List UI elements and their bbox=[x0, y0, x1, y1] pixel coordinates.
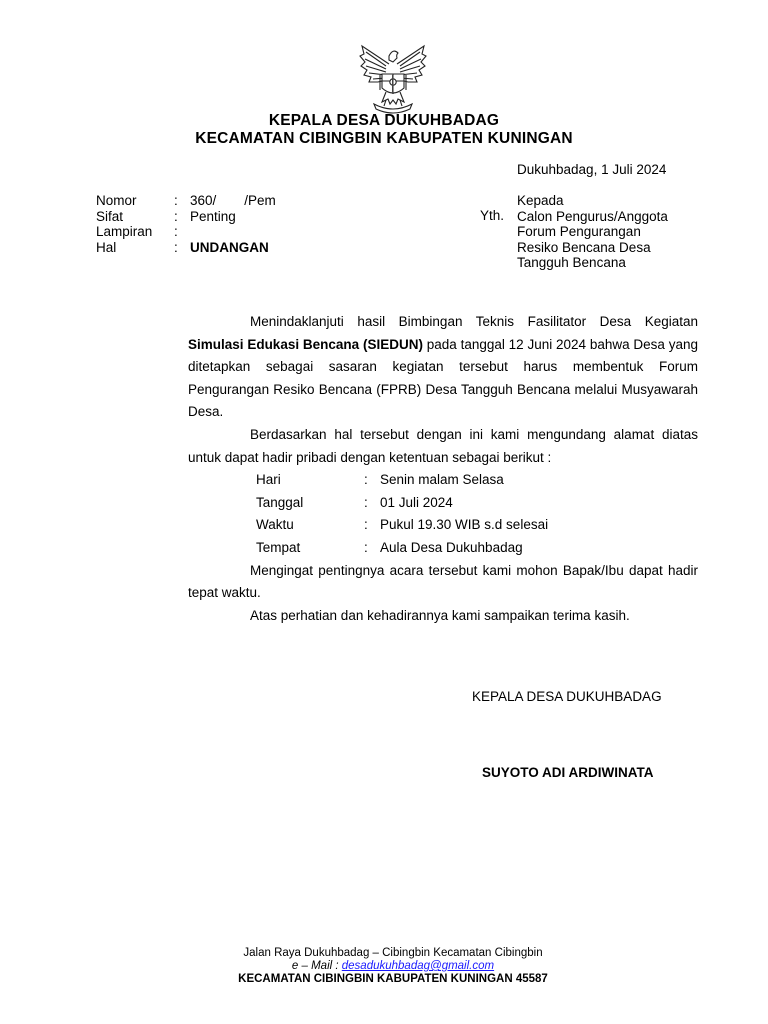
meta-value-subject: UNDANGAN bbox=[190, 239, 269, 255]
detail-value: Senin malam Selasa bbox=[380, 472, 504, 488]
meta-colon: : bbox=[174, 193, 178, 208]
paragraph-2: Berdasarkan hal tersebut dengan ini kami mengundang alamat diatas untuk dapat hadir pribadi dengan ketentuan sebagai berikut : bbox=[188, 426, 698, 465]
footer-address: Jalan Raya Dukuhbadag – Cibingbin Kecamatan Cibingbin bbox=[243, 947, 543, 959]
meta-value: Penting bbox=[190, 208, 236, 224]
letter-number-suffix: /Pem bbox=[244, 193, 276, 208]
detail-colon: : bbox=[364, 539, 368, 555]
signatory-title: KEPALA DESA DUKUHBADAG bbox=[472, 689, 662, 704]
letterhead-title: KEPALA DESA DUKUHBADAG bbox=[268, 112, 500, 129]
paragraph-1-start: Menindaklanjuti hasil Bimbingan Teknis Fasilitator Desa Kegiatan bbox=[250, 314, 698, 329]
detail-key: Waktu bbox=[256, 517, 294, 533]
detail-value: Pukul 19.30 WIB s.d selesai bbox=[380, 517, 549, 533]
meta-value bbox=[190, 224, 450, 240]
meta-key: Sifat bbox=[96, 208, 124, 224]
recipient-salutation: Yth. bbox=[480, 208, 505, 223]
meta-row-hal bbox=[96, 240, 450, 256]
detail-row-waktu bbox=[188, 514, 698, 537]
recipient-block bbox=[517, 193, 668, 271]
detail-value: 01 Juli 2024 bbox=[380, 494, 453, 510]
paragraph-1-end: pada tanggal 12 Juni 2024 bahwa Desa yang ditetapkan sebagai sasaran kegiatan tersebut harus membentuk Forum Pengurangan Resiko Bencana (FPRB) Desa Tangguh Bencana melalui Musyawarah Desa. bbox=[188, 336, 698, 420]
signatory-name: SUYOTO ADI ARDIWINATA bbox=[482, 765, 654, 780]
meta-row-nomor bbox=[96, 193, 450, 209]
detail-row-hari bbox=[188, 469, 698, 492]
recipient-line: Calon Pengurus/Anggota bbox=[517, 208, 668, 224]
footer-email-line bbox=[0, 960, 768, 973]
footer-email-link[interactable]: desadukuhbadag@gmail.com bbox=[341, 960, 495, 972]
meta-key: Hal bbox=[96, 239, 117, 255]
meta-value bbox=[190, 193, 450, 209]
detail-row-tempat bbox=[188, 537, 698, 560]
detail-colon: : bbox=[364, 472, 368, 488]
meta-colon: : bbox=[174, 239, 178, 255]
recipient-line: Tangguh Bencana bbox=[517, 255, 626, 270]
meta-colon: : bbox=[174, 208, 178, 224]
meta-row-lampiran bbox=[96, 224, 450, 240]
detail-row-tanggal bbox=[188, 492, 698, 515]
meta-key: Lampiran bbox=[96, 224, 153, 239]
letter-body bbox=[188, 311, 698, 627]
footer-region: KECAMATAN CIBINGBIN KABUPATEN KUNINGAN 45587 bbox=[238, 973, 548, 985]
letterhead-subtitle: KECAMATAN CIBINGBIN KABUPATEN KUNINGAN bbox=[195, 130, 573, 147]
detail-colon: : bbox=[364, 494, 368, 510]
recipient-line: Kepada bbox=[517, 193, 564, 208]
paragraph-1 bbox=[188, 311, 698, 424]
recipient-line: Resiko Bencana Desa bbox=[517, 239, 651, 255]
detail-key: Hari bbox=[256, 472, 281, 488]
detail-key: Tempat bbox=[256, 539, 301, 555]
paragraph-3: Mengingat pentingnya acara tersebut kami mohon Bapak/Ibu dapat hadir tepat waktu. bbox=[188, 562, 698, 601]
letter-date: Dukuhbadag, 1 Juli 2024 bbox=[517, 162, 667, 177]
paragraph-1-bold: Simulasi Edukasi Bencana (SIEDUN) bbox=[188, 336, 423, 352]
garuda-emblem-icon bbox=[356, 44, 430, 116]
letter-metadata bbox=[96, 193, 450, 255]
paragraph-4: Atas perhatian dan kehadirannya kami sampaikan terima kasih. bbox=[250, 607, 630, 623]
letter-number: 360/ bbox=[190, 193, 217, 208]
meta-key: Nomor bbox=[96, 193, 137, 208]
meta-row-sifat bbox=[96, 209, 450, 225]
detail-value: Aula Desa Dukuhbadag bbox=[380, 539, 523, 555]
meta-colon: : bbox=[174, 224, 178, 239]
footer-email-label: e – Mail : bbox=[291, 960, 342, 972]
detail-key: Tanggal bbox=[256, 494, 304, 510]
recipient-line: Forum Pengurangan bbox=[517, 224, 641, 239]
detail-colon: : bbox=[364, 517, 368, 533]
event-details bbox=[188, 469, 698, 559]
